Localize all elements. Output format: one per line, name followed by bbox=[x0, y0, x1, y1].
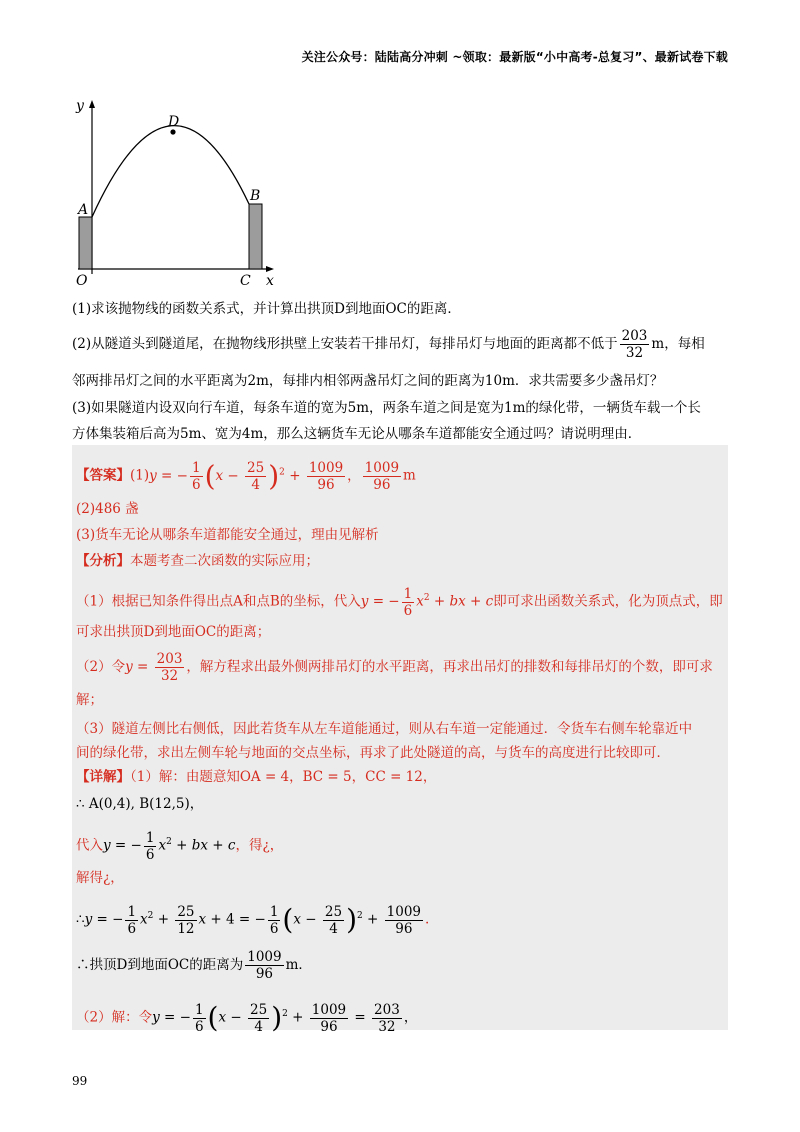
right-wall bbox=[249, 204, 262, 269]
label-B: B bbox=[250, 188, 261, 204]
analysis-1b: 可求出拱顶D到地面OC的距离； bbox=[76, 624, 271, 640]
page-header: 关注公众号：陆陆高分冲刺 ~领取：最新版“小中高考-总复习”、最新试卷下载 bbox=[301, 50, 728, 64]
page-number: 99 bbox=[72, 1074, 88, 1088]
parabola-arch bbox=[92, 126, 249, 217]
y-axis-arrow bbox=[89, 100, 95, 108]
question-2-line-2: 邻两排吊灯之间的水平距离为2m，每排内相邻两盏吊灯之间的距离为10m．求共需要多少盏吊灯？ bbox=[72, 373, 664, 389]
question-3-line-1: (3)如果隧道内设双向行车道，每条车道的宽为5m，两条车道之间是宽为1m的绿化带，一辆货车载一个长 bbox=[72, 400, 701, 416]
label-O: O bbox=[76, 273, 88, 286]
detail-5: ∴y = − $\frac{1}{6}$ $x^2$ + $\frac{25}{12}$ x + 4 = − $\frac{1}{6}$ (x − $\frac{25}{4}$ )$^2$ + $\frac{1009}{96}$ . bbox=[76, 903, 430, 937]
label-y: y bbox=[76, 98, 84, 114]
analysis-3b: 间的绿化带，求出左侧车轮与地面的交点坐标，再求了此处隧道的高，与货车的高度进行比较即可． bbox=[76, 745, 670, 761]
analysis-2a: （2）令y = $\frac{203}{32}$ ，解方程求出最外侧两排吊灯的水平距离，再求出吊灯的排数和每排吊灯的个数，即可求 bbox=[76, 651, 713, 684]
label-x: x bbox=[266, 273, 274, 286]
left-wall bbox=[79, 217, 92, 269]
detail-4: 解得¿， bbox=[76, 870, 124, 886]
label-A: A bbox=[78, 202, 89, 218]
q2-fraction: $\frac{203}{32}$ bbox=[621, 328, 648, 361]
question-2-line-1: (2)从隧道头到隧道尾，在抛物线形拱壁上安装若干排吊灯，每排吊灯与地面的距离都不低于 $\frac{203}{32}$ m，每相 bbox=[72, 328, 705, 361]
detail-7: （2）解：令y = − $\frac{1}{6}$ (x − $\frac{25}{4}$ )$^2$ + $\frac{1009}{96}$ = $\frac{203}{32}$ ， bbox=[76, 1001, 418, 1035]
label-C: C bbox=[240, 273, 251, 286]
detail-3: 代入y = − $\frac{1}{6}$ $x^2$ + bx + c，得¿， bbox=[76, 829, 284, 863]
answer-2: (2)486 盏 bbox=[76, 501, 139, 517]
detail-6: ∴拱顶D到地面OC的距离为 $\frac{1009}{96}$ m． bbox=[76, 949, 312, 982]
answer-3: (3)货车无论从哪条车道都能安全通过，理由见解析 bbox=[76, 527, 379, 543]
x-axis-arrow bbox=[266, 266, 274, 272]
label-D: D bbox=[168, 114, 180, 130]
analysis-1a: （1）根据已知条件得出点A和点B的坐标，代入y = − $\frac{1}{6}$ $x^2$ + bx + c即可求出函数关系式，化为顶点式，即 bbox=[76, 585, 723, 619]
detail-2: ∴ A(0,4), B(12,5)， bbox=[76, 796, 204, 812]
answer-1: 【答案】(1)y = − $\frac{1}{6}$ (x − $\frac{25}{4}$ )$^2$ + $\frac{1009}{96}$ ， $\frac{1009}{96}$ m bbox=[76, 459, 416, 493]
question-3-line-2: 方体集装箱后高为5m、宽为4m，那么这辆货车无论从哪条车道都能安全通过吗？请说明理由． bbox=[72, 426, 642, 442]
analysis-intro: 【分析】本题考查二次函数的实际应用； bbox=[76, 553, 319, 569]
detail-1: 【详解】（1）解：由题意知OA = 4，BC = 5，CC = 12， bbox=[76, 769, 437, 785]
analysis-3a: （3）隧道左侧比右侧低，因此若货车从左车道能通过，则从右车道一定能通过．令货车右侧车轮靠近中 bbox=[76, 721, 693, 737]
parabola-tunnel-figure bbox=[72, 96, 292, 286]
analysis-2b: 解； bbox=[76, 692, 103, 708]
question-1: (1)求该抛物线的函数关系式，并计算出拱顶D到地面OC的距离． bbox=[72, 301, 461, 317]
vertex-point bbox=[170, 129, 175, 134]
